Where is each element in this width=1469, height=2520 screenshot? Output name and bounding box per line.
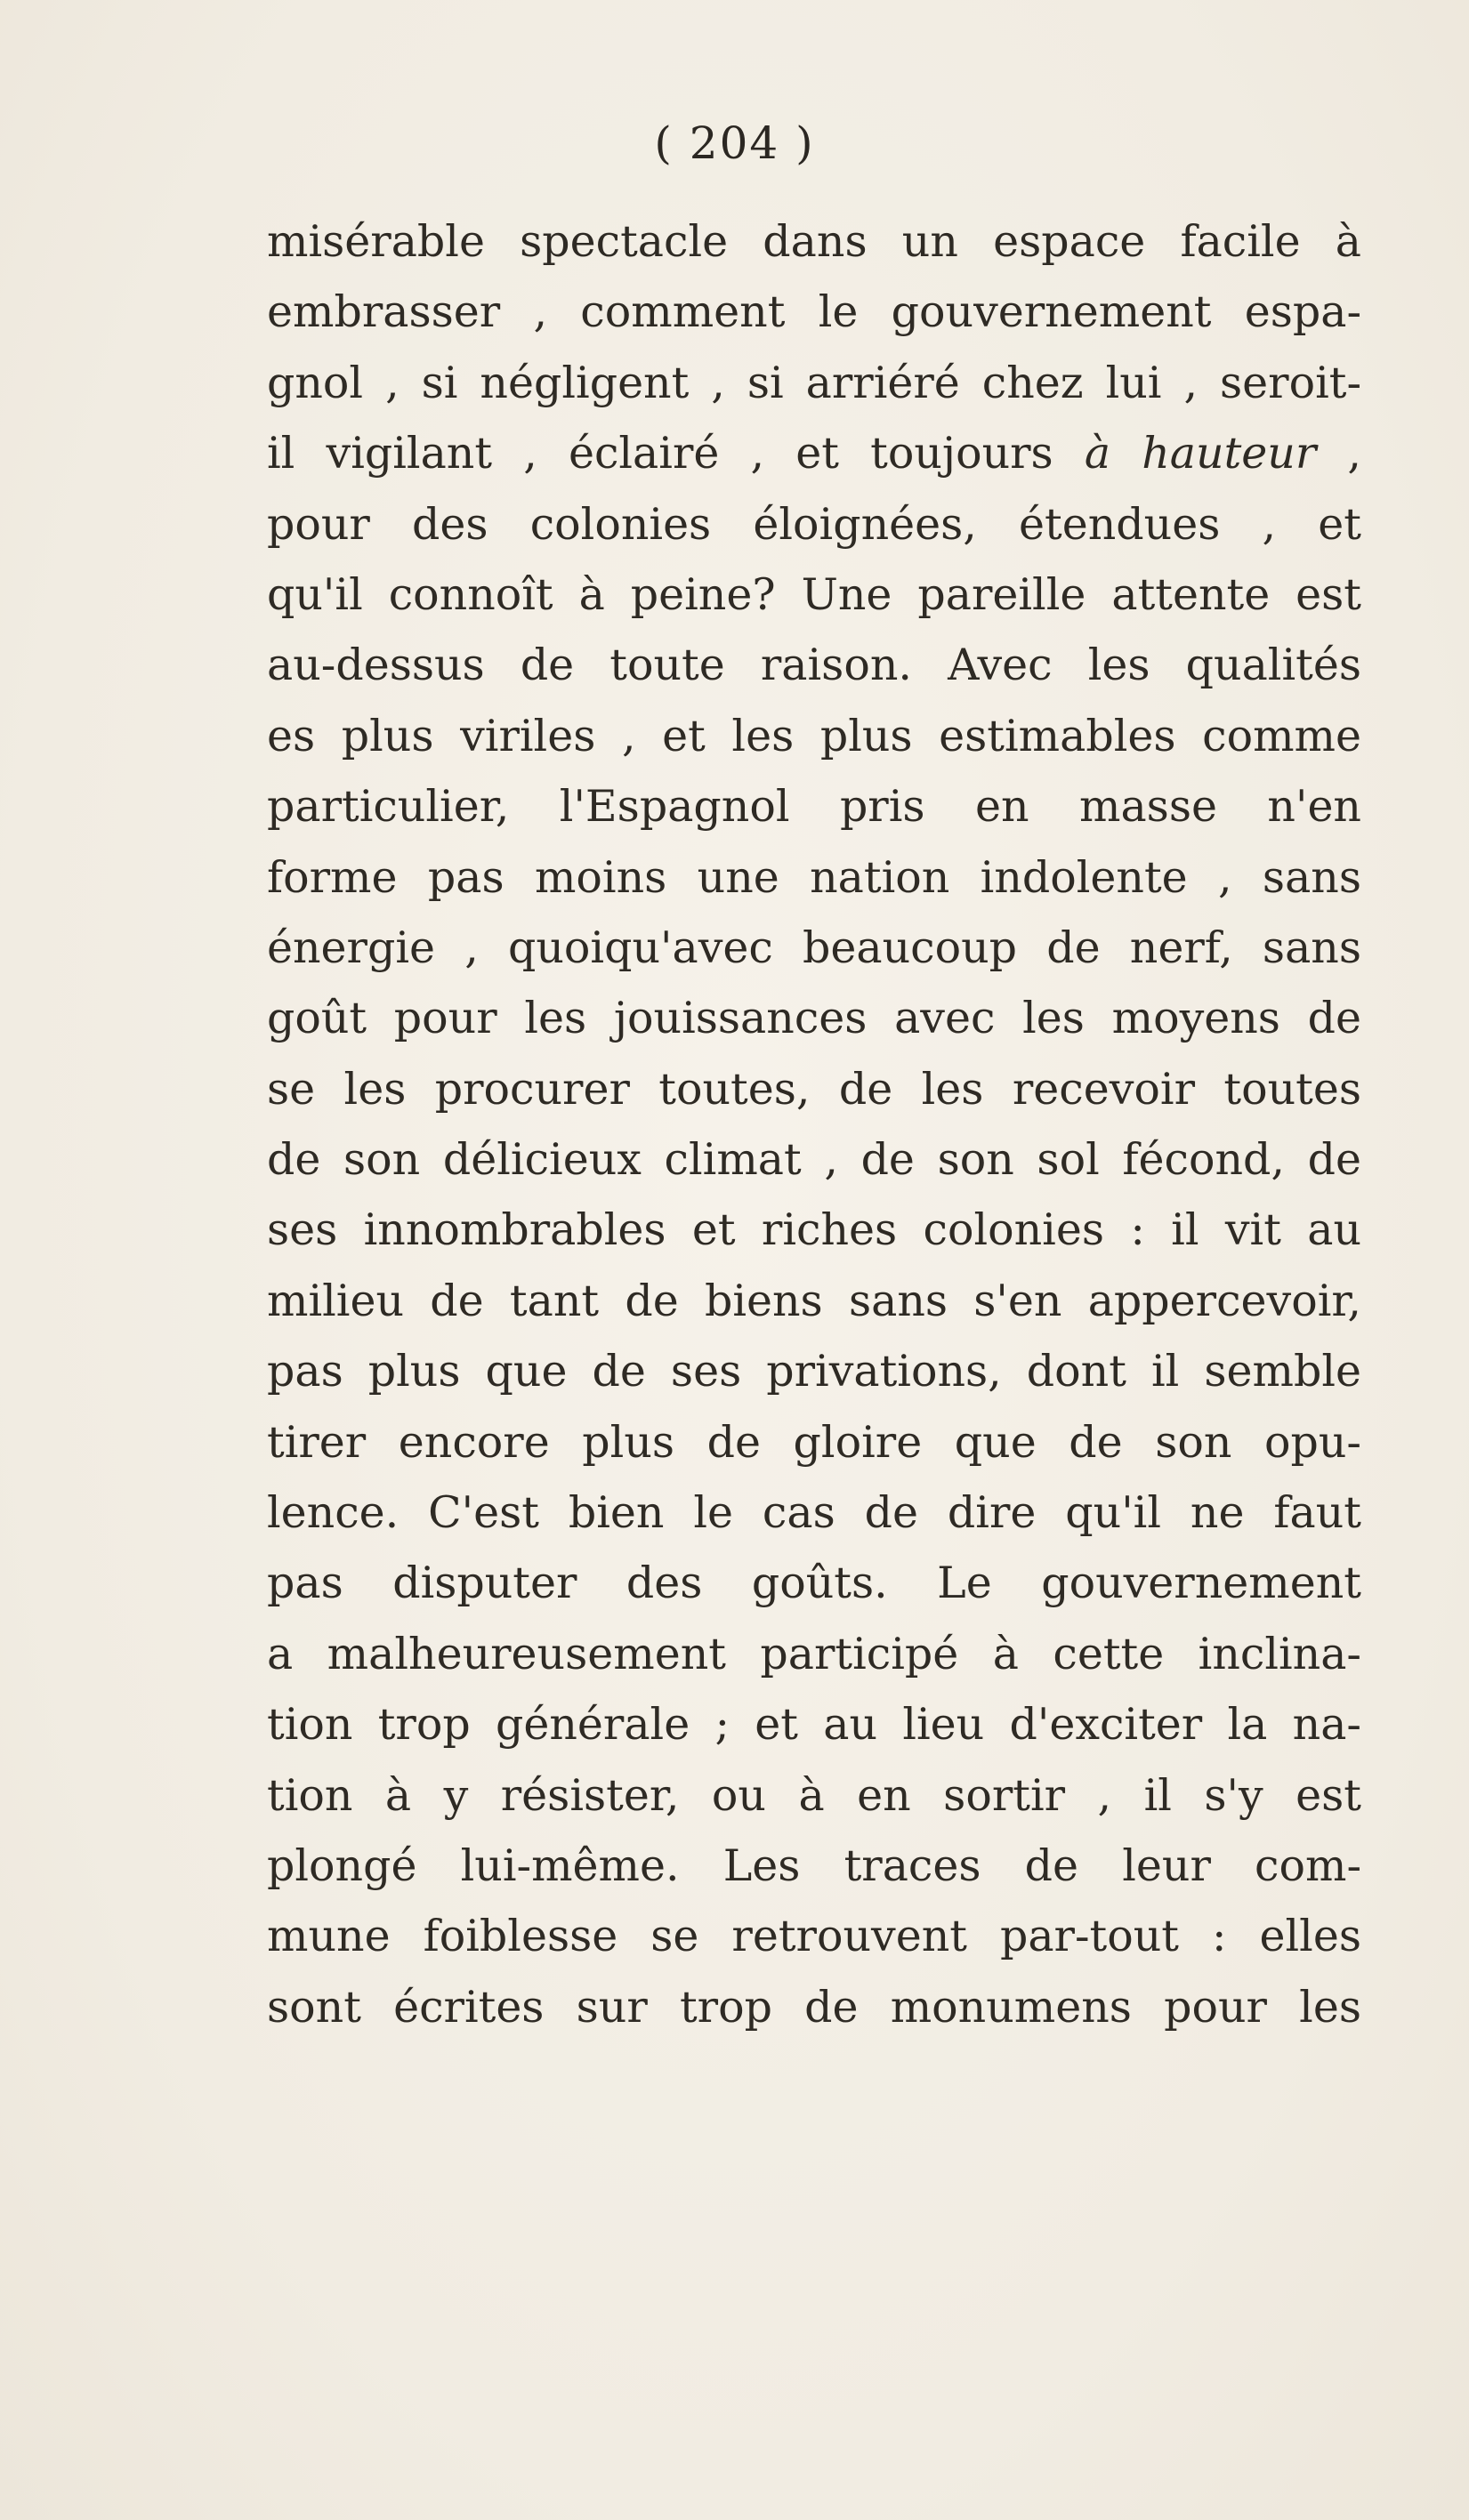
text-segment: pas disputer des goûts. Le gouvernement bbox=[267, 1558, 1361, 1609]
text-line bbox=[267, 1831, 1361, 1901]
text-line bbox=[267, 1689, 1361, 1759]
text-segment: lence. C'est bien le cas de dire qu'il ne faut bbox=[267, 1487, 1361, 1539]
text-segment: au-dessus de toute raison. Avec les qualités bbox=[267, 640, 1361, 691]
text-line bbox=[267, 560, 1361, 630]
text-line bbox=[267, 418, 1361, 488]
text-segment: forme pas moins une nation indolente , sans bbox=[267, 851, 1361, 903]
text-segment: embrasser , comment le gouvernement espa- bbox=[267, 286, 1361, 338]
text-segment: particulier, l'Espagnol pris en masse n'en bbox=[267, 781, 1361, 833]
text-segment: goût pour les jouissances avec les moyens de bbox=[267, 993, 1361, 1044]
text-line bbox=[267, 1124, 1361, 1195]
text-line bbox=[267, 913, 1361, 983]
text-segment: es plus viriles , et les plus estimables comme bbox=[267, 710, 1361, 761]
text-segment: misérable spectacle dans un espace facile à bbox=[267, 216, 1361, 267]
italic-text: à hauteur bbox=[1084, 428, 1317, 479]
text-segment: gnol , si négligent , si arriéré chez lui , seroit- bbox=[267, 357, 1361, 408]
text-segment: mune foiblesse se retrouvent par-tout : elles bbox=[267, 1911, 1361, 1962]
text-line bbox=[267, 983, 1361, 1053]
body-text bbox=[267, 206, 1361, 2042]
page-number-header: ( 204 ) bbox=[654, 117, 815, 169]
text-segment: qu'il connoît à peine? Une pareille attente est bbox=[267, 568, 1361, 620]
text-line bbox=[267, 348, 1361, 418]
text-segment: , bbox=[1316, 428, 1361, 479]
text-line bbox=[267, 1548, 1361, 1618]
text-line bbox=[267, 1760, 1361, 1831]
text-segment: pour des colonies éloignées, étendues , et bbox=[267, 498, 1361, 550]
text-segment: tirer encore plus de gloire que de son opu- bbox=[267, 1416, 1361, 1468]
text-segment: pas plus que de ses privations, dont il semble bbox=[267, 1346, 1361, 1397]
text-line bbox=[267, 1266, 1361, 1336]
text-line bbox=[267, 701, 1361, 771]
text-line bbox=[267, 1054, 1361, 1124]
text-segment: a malheureusement participé à cette inclina- bbox=[267, 1628, 1361, 1679]
text-line bbox=[267, 1972, 1361, 2042]
text-segment: ses innombrables et riches colonies : il vit au bbox=[267, 1204, 1361, 1256]
text-line bbox=[267, 277, 1361, 347]
text-segment: milieu de tant de biens sans s'en appercevoir, bbox=[267, 1275, 1361, 1326]
text-line bbox=[267, 1619, 1361, 1689]
text-segment: se les procurer toutes, de les recevoir toutes bbox=[267, 1063, 1361, 1115]
text-segment: tion à y résister, ou à en sortir , il s'y est bbox=[267, 1769, 1361, 1821]
text-segment: tion trop générale ; et au lieu d'exciter la na- bbox=[267, 1699, 1361, 1751]
text-segment: sont écrites sur trop de monumens pour les bbox=[267, 1981, 1361, 2033]
text-segment: de son délicieux climat , de son sol fécond, de bbox=[267, 1134, 1361, 1186]
text-line bbox=[267, 489, 1361, 560]
text-line bbox=[267, 630, 1361, 700]
text-line bbox=[267, 206, 1361, 277]
text-line bbox=[267, 842, 1361, 913]
text-segment: il vigilant , éclairé , et toujours bbox=[267, 428, 1085, 479]
text-line bbox=[267, 1195, 1361, 1265]
text-segment: plongé lui-même. Les traces de leur com- bbox=[267, 1840, 1361, 1891]
text-line bbox=[267, 1336, 1361, 1406]
text-segment: énergie , quoiqu'avec beaucoup de nerf, sans bbox=[267, 922, 1361, 973]
text-line bbox=[267, 1407, 1361, 1477]
text-line bbox=[267, 1901, 1361, 1971]
text-line bbox=[267, 1477, 1361, 1548]
text-line bbox=[267, 771, 1361, 841]
